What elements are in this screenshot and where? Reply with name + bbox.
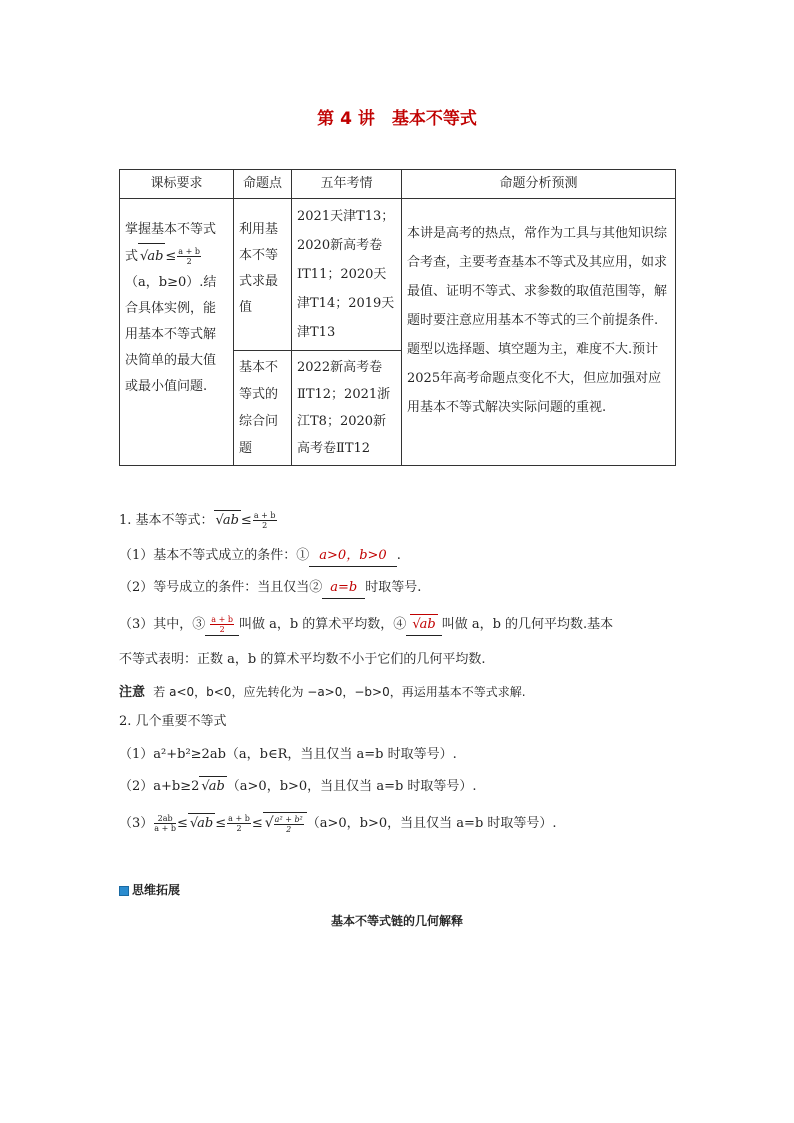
table-header: 五年考情 xyxy=(292,170,402,199)
basic-inequality-line: 1. 基本不等式： √ab ≤ $\frac{a + b}{2}$ xyxy=(119,511,276,530)
inequality-3: （3） $\frac{2ab}{a + b}$ ≤ √ab ≤ $\frac{a + b}{2}$ ≤ √ $\frac{\text{a² + b²}}{2}$ （a>0，b>0，当且仅当 a=b 时取等号）. xyxy=(119,814,557,834)
inequality-2: （2）a+b≥2 √ab （a>0，b>0，当且仅当 a=b 时取等号）. xyxy=(119,776,679,797)
inequality-1: （1）a²+b²≥2ab（a，b∈R，当且仅当 a=b 时取等号）. xyxy=(119,747,457,762)
condition-line: （1）基本不等式成立的条件：① a>0，b>0 . xyxy=(119,546,679,567)
answer-blank-4: √ab xyxy=(406,614,441,636)
mean-line-2: 不等式表明：正数 a，b 的算术平均数不小于它们的几何平均数. xyxy=(119,652,486,667)
note-line: 注意 若 a<0，b<0，应先转化为 −a>0，−b>0，再运用基本不等式求解. xyxy=(119,685,526,700)
table-header: 课标要求 xyxy=(120,170,234,199)
syllabus-table xyxy=(119,169,676,466)
extend-label: 思维拓展 xyxy=(119,880,679,901)
point-cell: 利用基本不等式求最值 xyxy=(234,199,292,351)
square-bullet-icon xyxy=(119,886,129,896)
equality-line: （2）等号成立的条件：当且仅当② a=b 时取等号. xyxy=(119,578,679,599)
mean-line: （3）其中，③ $\frac{a + b}{2}$ 叫做 a，b 的算术平均数，④ √ab 叫做 a，b 的几何平均数.基本 xyxy=(119,615,614,634)
table-row xyxy=(120,199,676,351)
point-cell: 基本不等式的综合问题 xyxy=(234,351,292,466)
exam-cell: 2021天津T13；2020新高考卷ⅠT11；2020天津T14；2019天津T13 xyxy=(292,199,402,351)
requirement-text: （a，b≥0）.结合具体实例，能用基本不等式解决简单的最大值或最小值问题. xyxy=(125,275,217,394)
table-header: 命题分析预测 xyxy=(402,170,676,199)
page-title: 第 4 讲 基本不等式 xyxy=(317,109,477,129)
analysis-cell: 本讲是高考的热点，常作为工具与其他知识综合考查，主要考查基本不等式及其应用，如求最值、证明不等式、求参数的取值范围等，解题时要注意应用基本不等式的三个前提条件.题型以选择题、填空题为主，难度不大.预计2025年高考命题点变化不大，但应加强对应用基本不等式解决实际问题的重视. xyxy=(402,199,676,466)
answer-blank-3: $\frac{a + b}{2}$ xyxy=(205,615,239,636)
answer-blank-1: a>0，b>0 xyxy=(309,546,396,567)
requirement-cell: 掌握基本不等式 式 √ab ≤ $\frac{a + b}{2}$ （a，b≥0）.结合具体实例，能用基本不等式解决简单的最大值或最小值问题. xyxy=(120,199,234,466)
answer-blank-2: a=b xyxy=(322,578,365,599)
table-header-row xyxy=(120,170,676,199)
extend-heading: 基本不等式链的几何解释 xyxy=(330,914,463,928)
section-2-heading: 2. 几个重要不等式 xyxy=(119,714,227,729)
table-header: 命题点 xyxy=(234,170,292,199)
exam-cell: 2022新高考卷ⅡT12；2021浙江T8；2020新高考卷ⅡT12 xyxy=(292,351,402,466)
